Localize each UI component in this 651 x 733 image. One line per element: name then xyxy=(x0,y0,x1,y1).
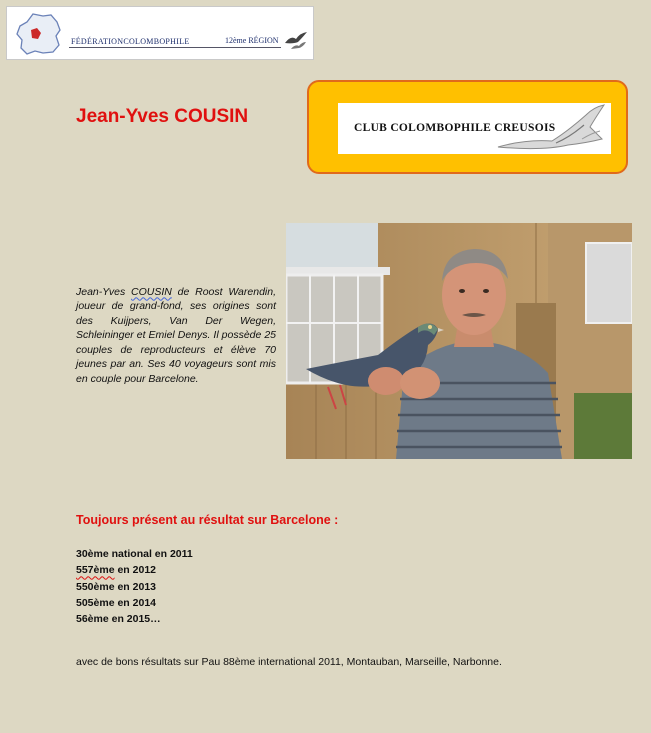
result-rank: 56ème xyxy=(76,613,109,626)
bio-surname: COUSIN xyxy=(131,285,172,298)
federation-banner xyxy=(6,6,314,60)
result-item xyxy=(76,595,193,611)
result-item xyxy=(76,546,193,562)
bio-first-name: Jean-Yves xyxy=(76,285,126,298)
result-item xyxy=(76,562,193,578)
result-item xyxy=(76,611,193,627)
result-rank: 550ème xyxy=(76,580,115,593)
page-title: Jean-Yves COUSIN xyxy=(76,106,249,127)
result-item xyxy=(76,579,193,595)
result-year: en 2013 xyxy=(114,580,156,593)
result-rank: 557ème xyxy=(76,564,115,577)
federation-name: FÉDÉRATIONCOLOMBOPHILE xyxy=(71,37,190,46)
result-rank: 30ème national xyxy=(76,548,152,560)
result-rank: 505ème xyxy=(76,596,115,609)
region-label: 12ème RÉGION xyxy=(225,36,279,45)
club-name: CLUB COLOMBOPHILE CREUSOIS xyxy=(354,122,556,134)
pigeon-logo-icon xyxy=(496,103,608,154)
results-list xyxy=(76,546,193,627)
club-banner xyxy=(338,103,611,154)
results-heading: Toujours présent au résultat sur Barcelone : xyxy=(76,513,339,527)
bio-text: de Roost Warendin, joueur de grand-fond, ses origines sont des Kuijpers, Van Der Wegen, Schleininger et Emiel Denys. Il possède 25 couples de reproducteurs et élève 70 jeunes par an. Ses 40 voyageurs sont mis en couple pour Barcelone. xyxy=(76,285,277,386)
breeder-photo xyxy=(286,223,632,459)
extra-results: avec de bons résultats sur Pau 88ème international 2011, Montauban, Marseille, Narbonne. xyxy=(76,655,502,668)
france-map-logo xyxy=(13,12,65,56)
pigeons-icon xyxy=(283,29,309,51)
result-year: en 2015… xyxy=(108,613,161,626)
club-box xyxy=(307,80,628,174)
bio-paragraph xyxy=(76,285,276,387)
result-year: en 2012 xyxy=(114,564,156,577)
result-year: en 2014 xyxy=(114,596,156,609)
result-year: en 2011 xyxy=(151,548,193,560)
